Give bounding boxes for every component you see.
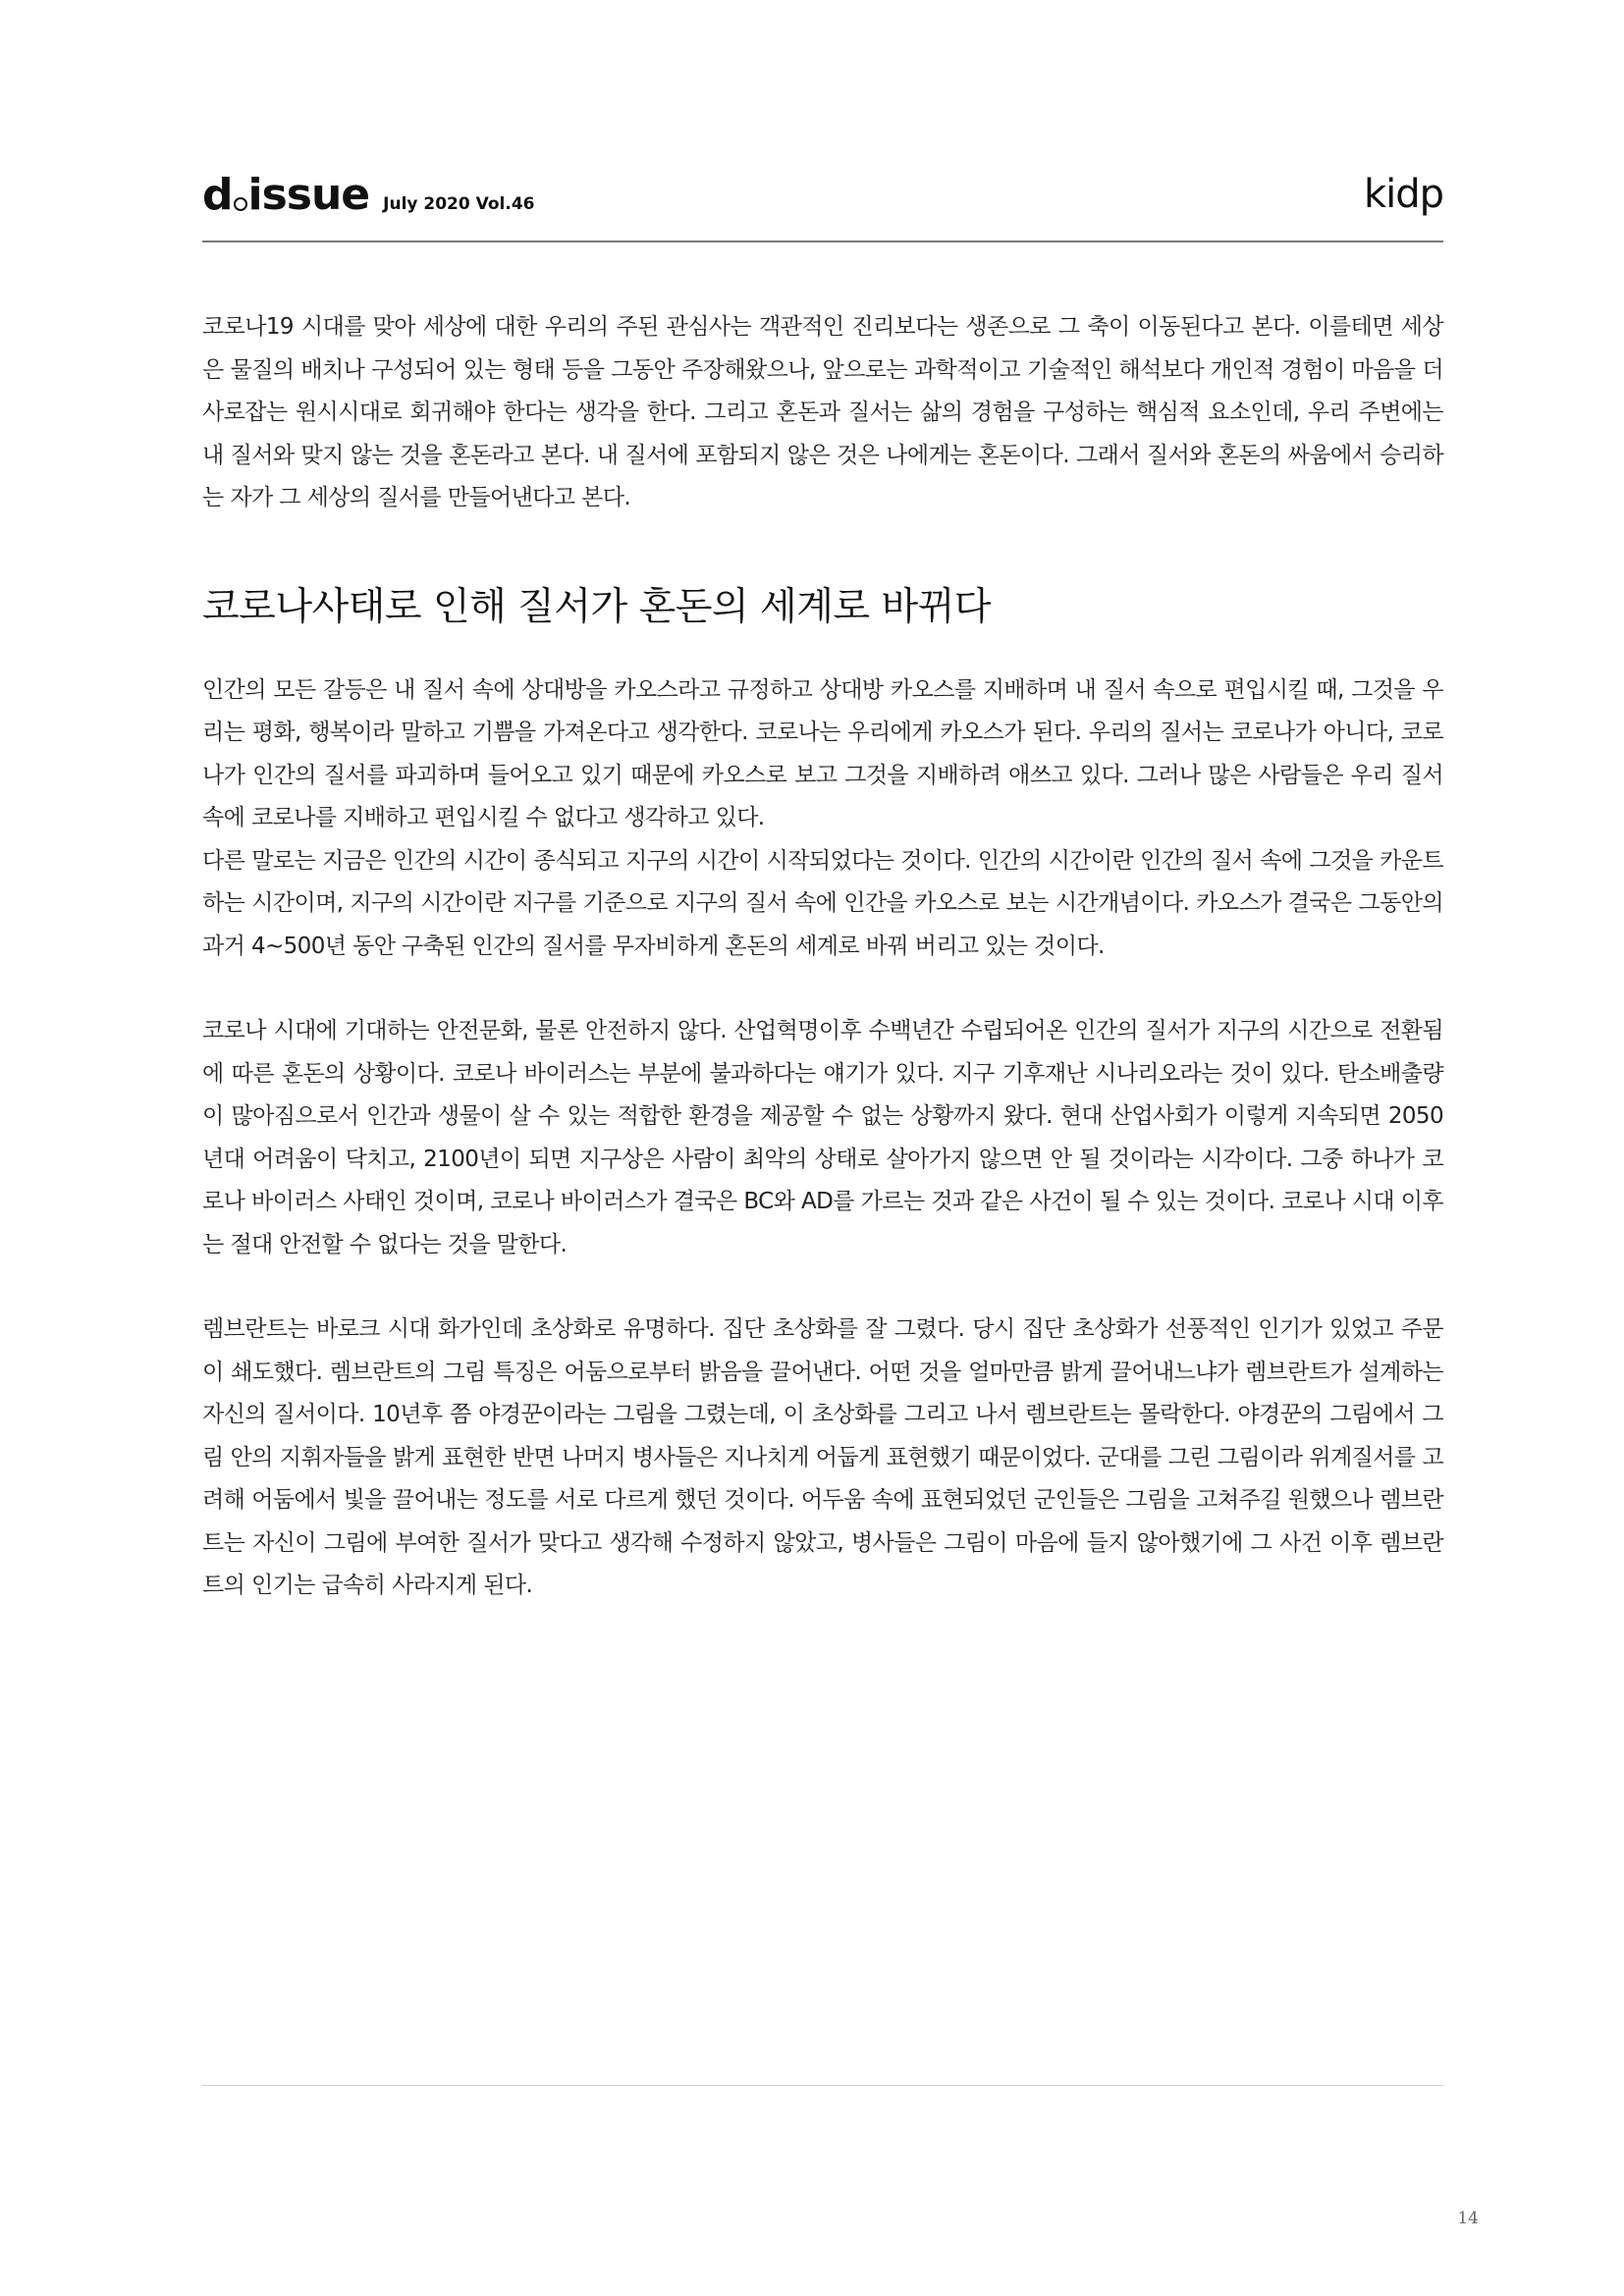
paragraph-intro: 코로나19 시대를 맞아 세상에 대한 우리의 주된 관심사는 객관적인 진리보다는 생존으로 그 축이 이동된다고 본다. 이를테면 세상은 물질의 배치나 구성되어 있는 형태 등을 그동안 주장해왔으나, 앞으로는 과학적이고 기술적인 해석보다 개인적 경험이 마음을 더 사로잡는 원시시대로 회귀해야 한다는 생각을 한다. 그리고 혼돈과 질서는 삶의 경험을 구성하는 핵심적 요소인데, 우리 주변에는 내 질서와 맞지 않는 것을 혼돈라고 본다. 내 질서에 포함되지 않은 것은 나에게는 혼돈이다. 그래서 질서와 혼돈의 싸움에서 승리하는 자가 그 세상의 질서를 만들어낸다고 본다. bbox=[202, 314, 1443, 510]
issue-meta bbox=[383, 194, 534, 214]
paragraph-conflict: 인간의 모든 갈등은 내 질서 속에 상대방을 카오스라고 규정하고 상대방 카오스를 지배하며 내 질서 속으로 편입시킬 때, 그것을 우리는 평화, 행복이라 말하고 기쁨을 가져온다고 생각한다. 코로나는 우리에게 카오스가 된다. 우리의 질서는 코로나가 아니다, 코로나가 인간의 질서를 파괴하며 들어오고 있기 때문에 카오스로 보고 그것을 지배하려 애쓰고 있다. 그러나 많은 사람들은 우리 질서 속에 코로나를 지배하고 편입시킬 수 없다고 생각하고 있다. bbox=[202, 676, 1443, 830]
brand-logo: kidp bbox=[1363, 172, 1443, 217]
paragraph-spacer bbox=[202, 1266, 1443, 1308]
paragraph-time: 다른 말로는 지금은 인간의 시간이 종식되고 지구의 시간이 시작되었다는 것이다. 인간의 시간이란 인간의 질서 속에 그것을 카운트하는 시간이며, 지구의 시간이란 지구를 기준으로 지구의 질서 속에 인간을 카오스로 보는 시간개념이다. 카오스가 결국은 그동안의 과거 4~500년 동안 구축된 인간의 질서를 무자비하게 혼돈의 세계로 바꿔 버리고 있는 것이다. bbox=[202, 847, 1443, 959]
logo-letter-d: d bbox=[202, 170, 233, 220]
issue-date: July 2020 bbox=[383, 194, 470, 214]
page-number: 14 bbox=[1457, 2209, 1479, 2228]
logo-dot-icon bbox=[234, 197, 247, 211]
logo-word-issue: issue bbox=[247, 170, 370, 220]
header-divider bbox=[202, 240, 1443, 242]
page-header bbox=[202, 165, 1443, 226]
paragraph-safety: 코로나 시대에 기대하는 안전문화, 물론 안전하지 않다. 산업혁명이후 수백년간 수립되어온 인간의 질서가 지구의 시간으로 전환됨에 따른 혼돈의 상황이다. 코로나 바이러스는 부분에 불과하다는 얘기가 있다. 지구 기후재난 시나리오라는 것이 있다. 탄소배출량이 많아짐으로서 인간과 생물이 살 수 있는 적합한 환경을 제공할 수 없는 상황까지 왔다. 현대 산업사회가 이렇게 지속되면 2050년대 어려움이 닥치고, 2100년이 되면 지구상은 사람이 최악의 상태로 살아가지 않으면 안 될 것이라는 시각이다. 그중 하나가 코로나 바이러스 사태인 것이며, 코로나 바이러스가 결국은 BC와 AD를 가르는 것과 같은 사건이 될 수 있는 것이다. 코로나 시대 이후는 절대 안전할 수 없다는 것을 말한다. bbox=[202, 1018, 1443, 1257]
issue-volume: Vol.46 bbox=[475, 194, 535, 214]
footer-divider bbox=[202, 2085, 1443, 2086]
section-heading: 코로나사태로 인해 질서가 혼돈의 세계로 바뀌다 bbox=[202, 584, 991, 629]
publication-logo bbox=[202, 165, 535, 226]
paragraph-rembrandt: 렘브란트는 바로크 시대 화가인데 초상화로 유명하다. 집단 초상화를 잘 그렸다. 당시 집단 초상화가 선풍적인 인기가 있었고 주문이 쇄도했다. 렘브란트의 그림 특징은 어둠으로부터 밝음을 끌어낸다. 어떤 것을 얼마만큼 밝게 끌어내느냐가 렘브란트가 설계하는 자신의 질서이다. 10년후 쯤 야경꾼이라는 그림을 그렸는데, 이 초상화를 그리고 나서 렘브란트는 몰락한다. 야경꾼의 그림에서 그림 안의 지휘자들을 밝게 표현한 반면 나머지 병사들은 지나치게 어둡게 표현했기 때문이었다. 군대를 그린 그림이라 위계질서를 고려해 어둠에서 빛을 끌어내는 정도를 서로 다르게 했던 것이다. 어두움 속에 표현되었던 군인들은 그림을 고쳐주길 원했으나 렘브란트는 자신이 그림에 부여한 질서가 맞다고 생각해 수정하지 않았고, 병사들은 그림이 마음에 들지 않아했기에 그 사건 이후 렘브란트의 인기는 급속히 사라지게 된다. bbox=[202, 1316, 1443, 1598]
article-body bbox=[202, 306, 1443, 1608]
paragraph-spacer bbox=[202, 968, 1443, 1010]
